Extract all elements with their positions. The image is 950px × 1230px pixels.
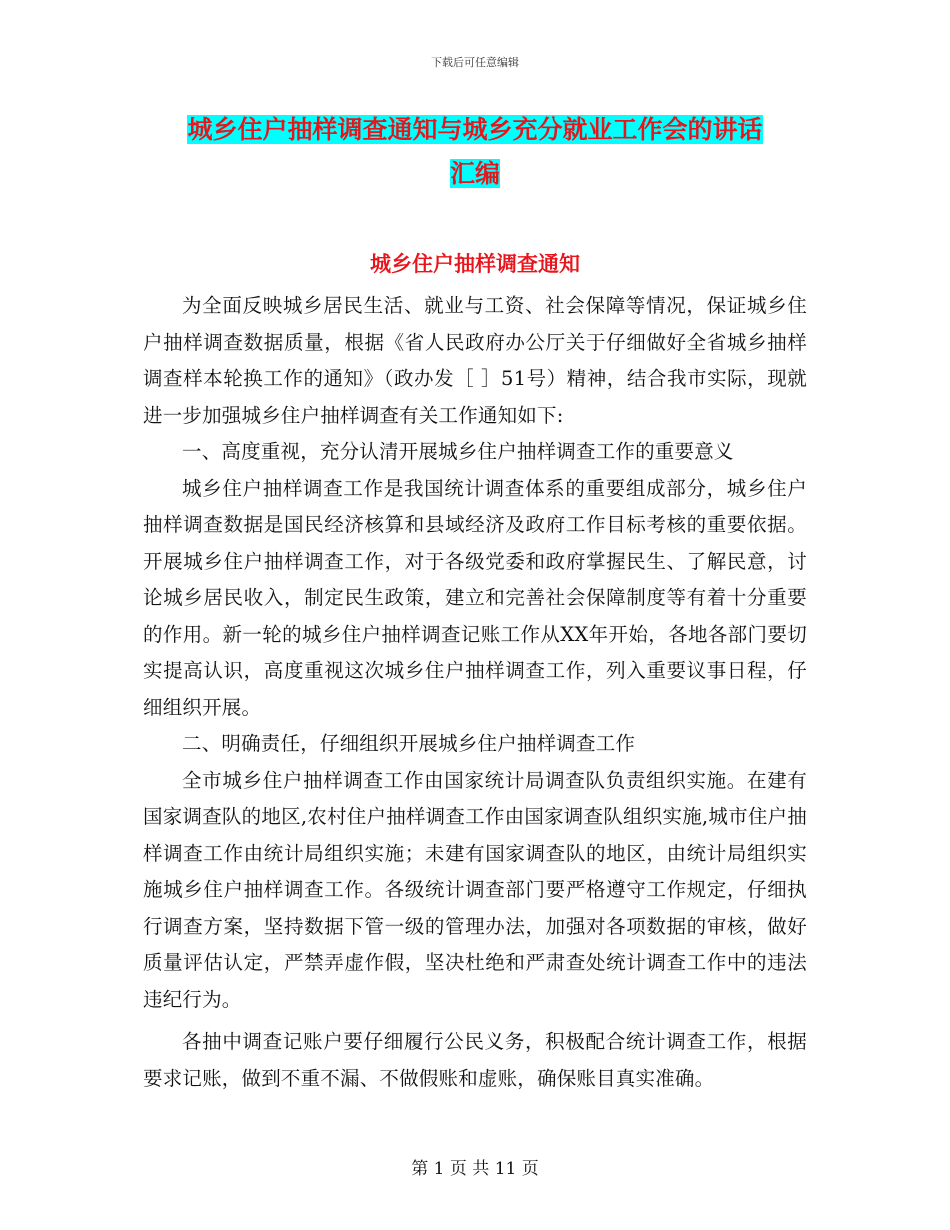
document-title-line1: 城乡住户抽样调查通知与城乡充分就业工作会的讲话: [187, 115, 763, 144]
paragraph: 各抽中调查记账户要仔细履行公民义务，积极配合统计调查工作，根据要求记账，做到不重不漏、不做假账和虚账，确保账目真实准确。: [143, 1030, 807, 1090]
document-title: [150, 108, 800, 196]
section-title: 城乡住户抽样调查通知: [370, 251, 580, 276]
paragraph: 全市城乡住户抽样调查工作由国家统计局调查队负责组织实施。在建有国家调查队的地区,农村住户抽样调查工作由国家调查队组织实施,城市住户抽样调查工作由统计局组织实施；未建有国家调查队的地区，由统计局组织实施城乡住户抽样调查工作。各级统计调查部门要严格遵守工作规定，仔细执行调查方案，坚持数据下管一级的管理办法，加强对各项数据的审核，做好质量评估认定，严禁弄虚作假，坚决杜绝和严肃查处统计调查工作中的违法违纪行为。: [143, 768, 807, 1011]
paragraph: 城乡住户抽样调查工作是我国统计调查体系的重要组成部分，城乡住户抽样调查数据是国民经济核算和县域经济及政府工作目标考核的重要依据。开展城乡住户抽样调查工作，对于各级党委和政府掌握民生、了解民意，讨论城乡居民收入，制定民生政策，建立和完善社会保障制度等有着十分重要的作用。新一轮的城乡住户抽样调查记账工作从XX年开始，各地各部门要切实提高认识，高度重视这次城乡住户抽样调查工作，列入重要议事日程，仔细组织开展。: [143, 476, 807, 719]
page-footer: 第 1 页 共 11 页: [411, 1159, 539, 1179]
paragraph: 为全面反映城乡居民生活、就业与工资、社会保障等情况，保证城乡住户抽样调查数据质量，根据《省人民政府办公厅关于仔细做好全省城乡抽样调查样本轮换工作的通知》（政办发［ ］51号）精神，结合我市实际，现就进一步加强城乡住户抽样调查有关工作通知如下:: [143, 294, 807, 427]
document-title-line2: 汇编: [449, 159, 500, 188]
paragraph: 二、明确责任，仔细组织开展城乡住户抽样调查工作: [182, 732, 636, 755]
document-body: [143, 288, 807, 1097]
header-note: 下载后可任意编辑: [431, 56, 519, 69]
paragraph: 一、高度重视，充分认清开展城乡住户抽样调查工作的重要意义: [182, 440, 734, 463]
